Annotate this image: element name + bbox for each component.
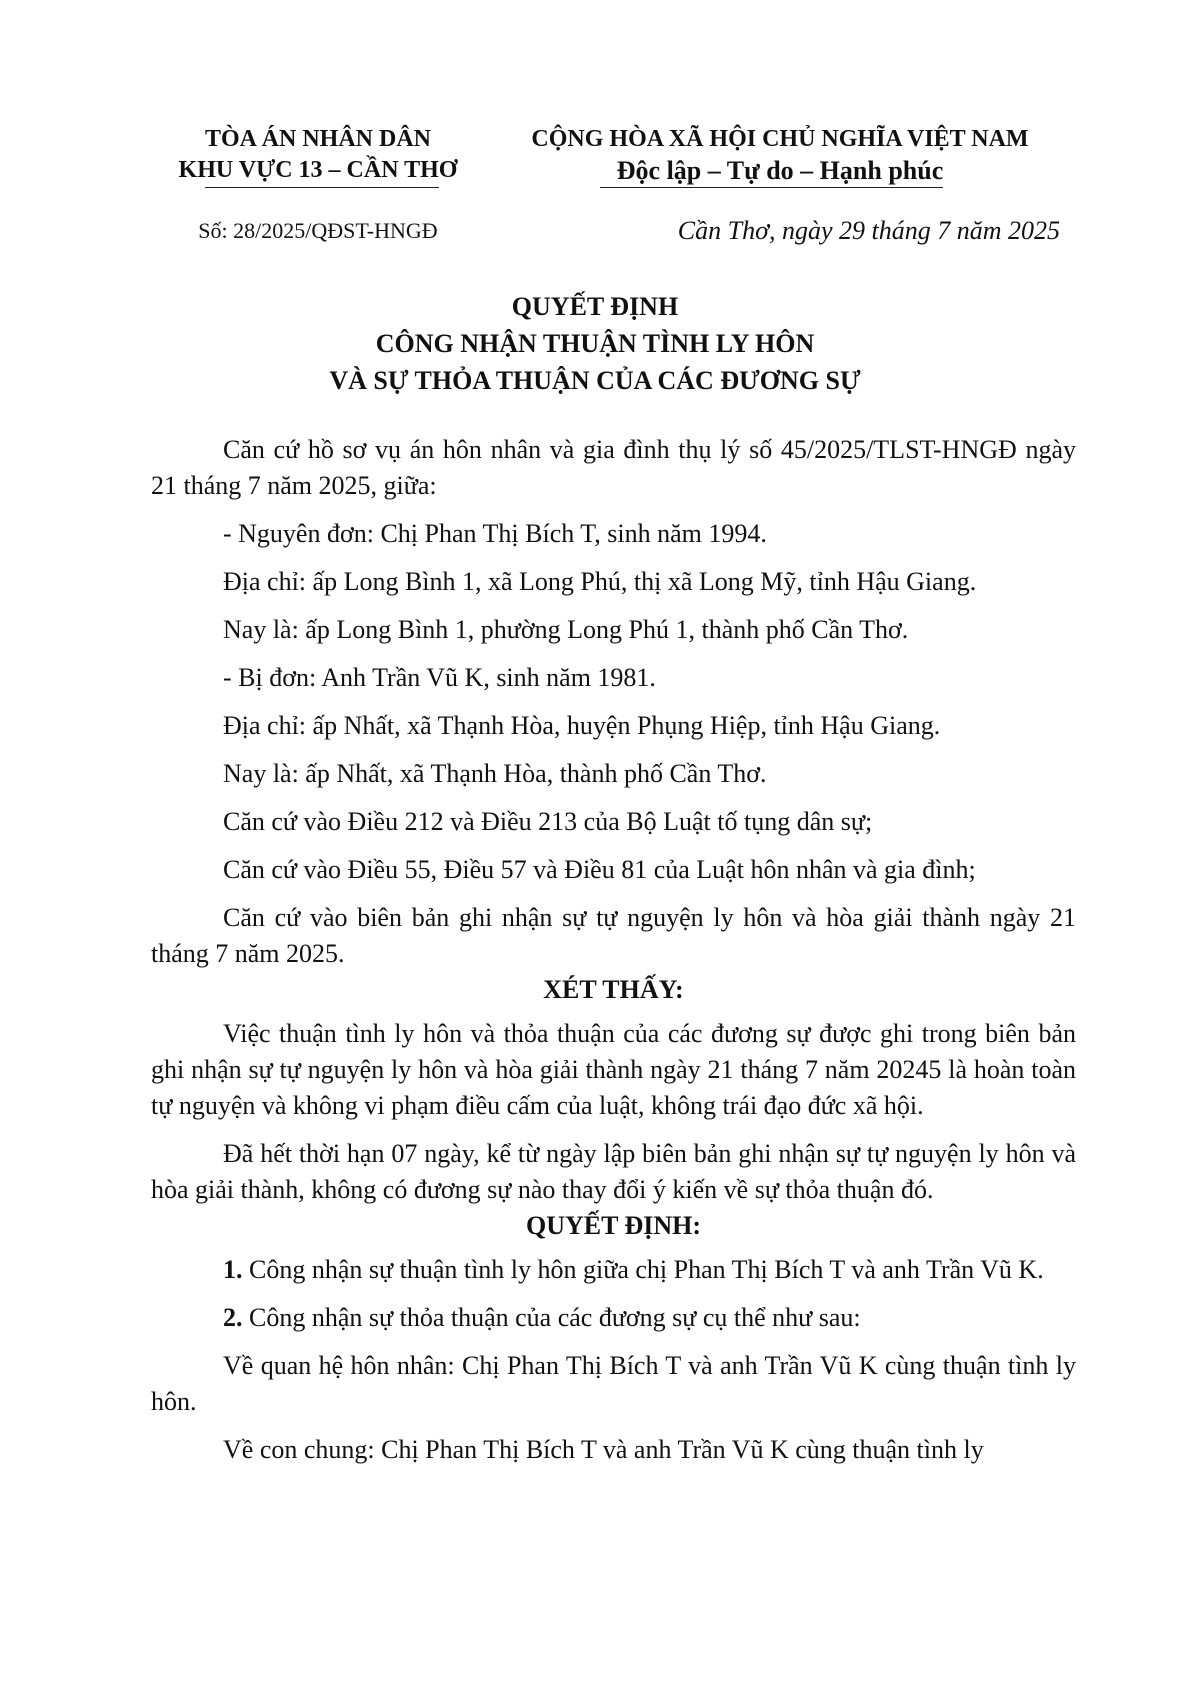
- document-title: [100, 288, 1090, 399]
- title-line-3: VÀ SỰ THỎA THUẬN CỦA CÁC ĐƯƠNG SỰ: [329, 366, 861, 395]
- decision-item-2: [151, 1300, 1076, 1336]
- basis-case-paragraph: Căn cứ hồ sơ vụ án hôn nhân và gia đình thụ lý số 45/2025/TLST-HNGĐ ngày 21 tháng 7 năm 2025, giữa:: [151, 435, 1076, 500]
- title-line-2: CÔNG NHẬN THUẬN TÌNH LY HÔN: [375, 329, 815, 358]
- plaintiff-address: Địa chỉ: ấp Long Bình 1, xã Long Phú, thị xã Long Mỹ, tỉnh Hậu Giang.: [223, 567, 977, 596]
- national-header: [500, 124, 1060, 186]
- decision-heading: QUYẾT ĐỊNH:: [525, 1211, 702, 1240]
- court-header: [148, 124, 488, 186]
- title-line-1: QUYẾT ĐỊNH: [511, 292, 679, 321]
- court-underline: [205, 187, 439, 188]
- place-date: Cần Thơ, ngày 29 tháng 7 năm 2025: [677, 216, 1060, 245]
- court-name: TÒA ÁN NHÂN DÂN: [204, 126, 431, 152]
- plaintiff-address-now: Nay là: ấp Long Bình 1, phường Long Phú 1, thành phố Cần Thơ.: [223, 615, 909, 644]
- document-body: [151, 432, 1076, 1468]
- findings-paragraph-1: Việc thuận tình ly hôn và thỏa thuận của các đương sự được ghi trong biên bản ghi nhận sự tự nguyện ly hôn và hòa giải thành ngày 21 tháng 7 năm 20245 là hoàn toàn tự nguyện và không vi phạm điều cấm của luật, không trái đạo đức xã hội.: [151, 1019, 1076, 1120]
- plaintiff-paragraph: - Nguyên đơn: Chị Phan Thị Bích T, sinh năm 1994.: [223, 519, 767, 548]
- motto-underline: [600, 187, 943, 188]
- basis-family-law: Căn cứ vào Điều 55, Điều 57 và Điều 81 của Luật hôn nhân và gia đình;: [223, 855, 976, 884]
- item-1-number: 1.: [223, 1255, 243, 1284]
- basis-minutes: Căn cứ vào biên bản ghi nhận sự tự nguyện ly hôn và hòa giải thành ngày 21 tháng 7 năm 2025.: [151, 903, 1076, 968]
- national-motto: Độc lập – Tự do – Hạnh phúc: [616, 156, 944, 185]
- defendant-paragraph: - Bị đơn: Anh Trần Vũ K, sinh năm 1981.: [223, 663, 656, 692]
- marriage-paragraph: Về quan hệ hôn nhân: Chị Phan Thị Bích T và anh Trần Vũ K cùng thuận tình ly hôn.: [151, 1351, 1076, 1416]
- decision-item-1: [151, 1252, 1076, 1288]
- defendant-address-now: Nay là: ấp Nhất, xã Thạnh Hòa, thành phố Cần Thơ.: [223, 759, 767, 788]
- defendant-address: Địa chỉ: ấp Nhất, xã Thạnh Hòa, huyện Phụng Hiệp, tỉnh Hậu Giang.: [223, 711, 941, 740]
- findings-paragraph-2: Đã hết thời hạn 07 ngày, kể từ ngày lập biên bản ghi nhận sự tự nguyện ly hôn và hòa giải thành, không có đương sự nào thay đổi ý kiến về sự thỏa thuận đó.: [151, 1139, 1076, 1204]
- item-2-number: 2.: [223, 1303, 243, 1332]
- document-number: Số: 28/2025/QĐST-HNGĐ: [198, 218, 438, 243]
- item-2-text: Công nhận sự thỏa thuận của các đương sự cụ thể như sau:: [249, 1303, 861, 1332]
- country-name: CỘNG HÒA XÃ HỘI CHỦ NGHĨA VIỆT NAM: [531, 126, 1029, 152]
- court-region: KHU VỰC 13 – CẦN THƠ: [178, 157, 458, 183]
- children-paragraph: Về con chung: Chị Phan Thị Bích T và anh Trần Vũ K cùng thuận tình ly: [223, 1435, 984, 1464]
- basis-civil-procedure: Căn cứ vào Điều 212 và Điều 213 của Bộ Luật tố tụng dân sự;: [223, 807, 873, 836]
- findings-heading: XÉT THẤY:: [543, 975, 684, 1004]
- item-1-text: Công nhận sự thuận tình ly hôn giữa chị Phan Thị Bích T và anh Trần Vũ K.: [249, 1255, 1044, 1284]
